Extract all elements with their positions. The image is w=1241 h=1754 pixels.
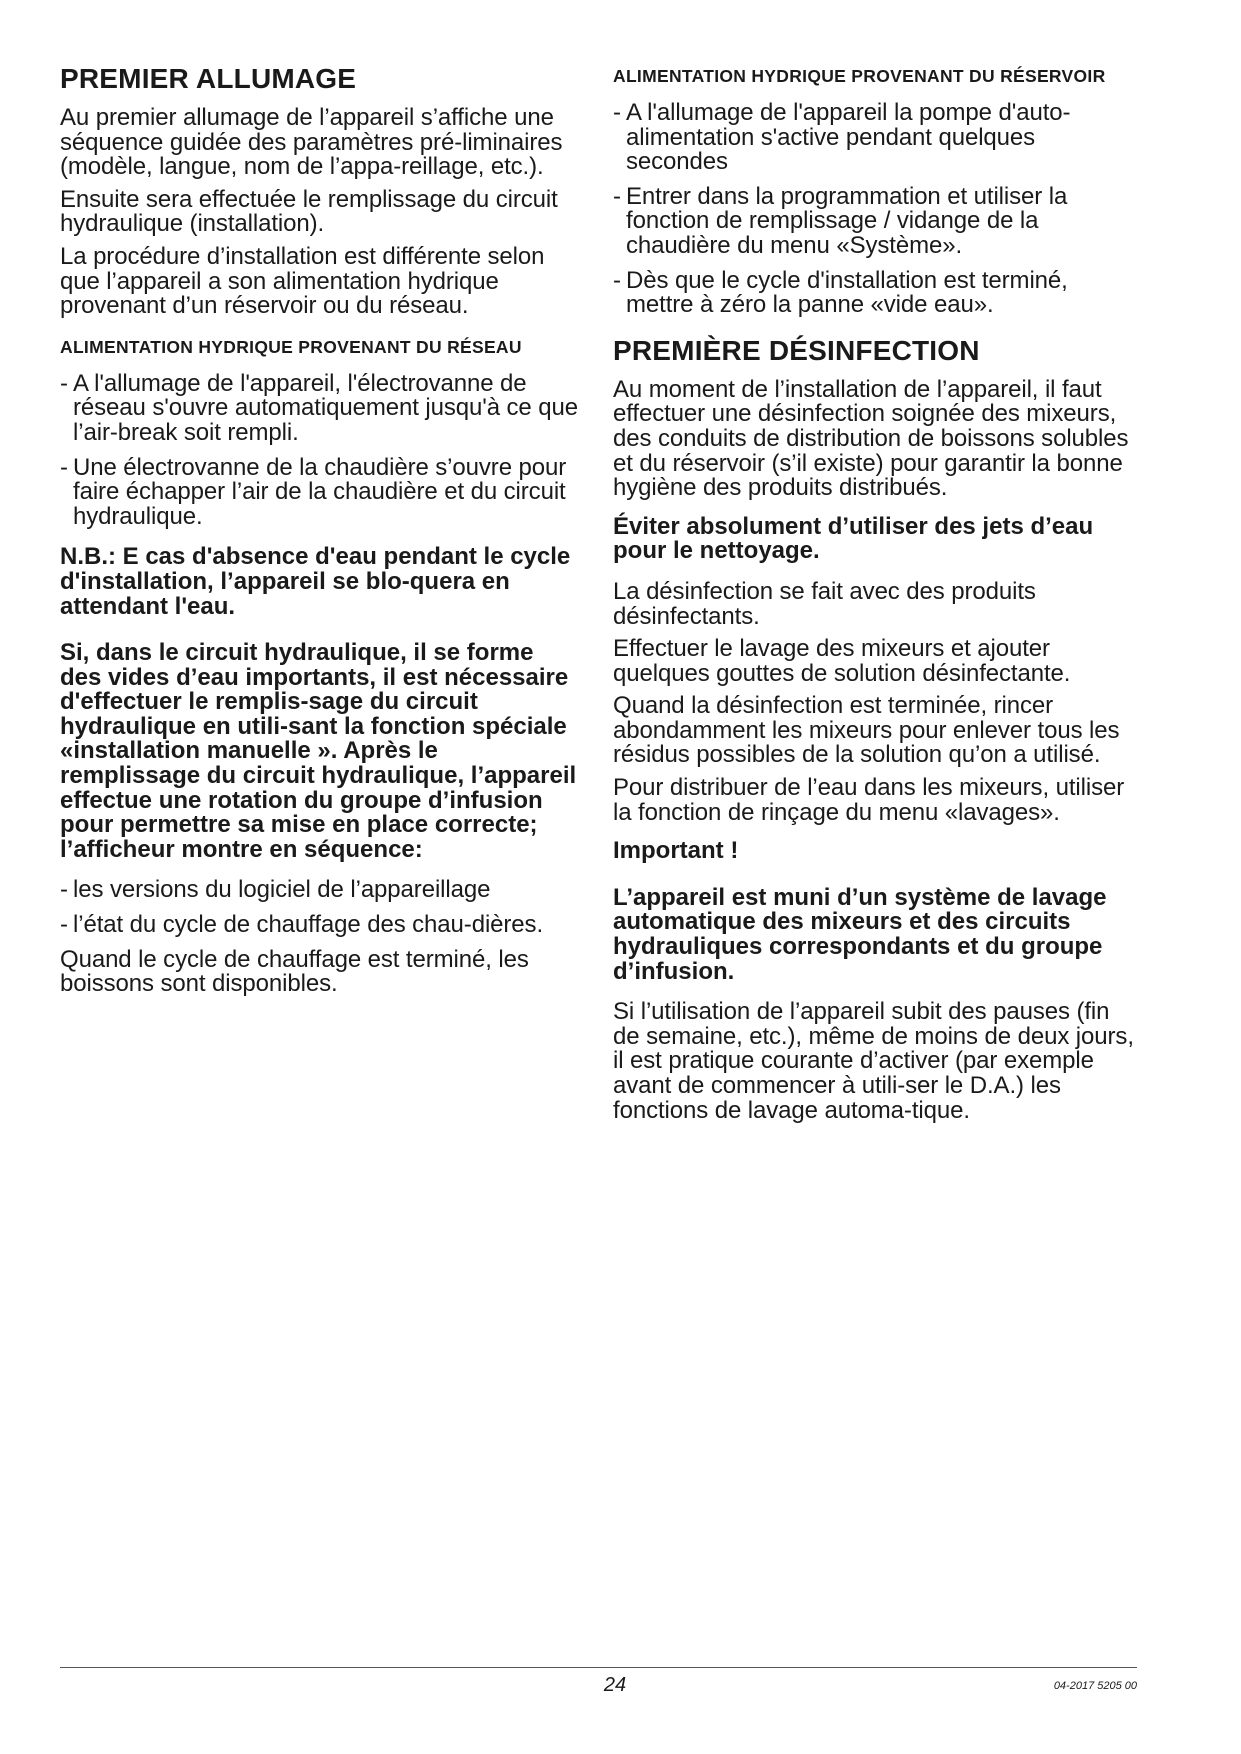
desinfection-paragraph-3: Quand la désinfection est terminée, rincer abondamment les mixeurs pour enlever tous les résidus possibles de la solution qu’on a utilisé. <box>613 692 1120 769</box>
closing-paragraph-left: Quand le cycle de chauffage est terminé, les boissons sont disponibles. <box>60 945 529 998</box>
important-label: Important ! <box>613 837 739 865</box>
list-item-reseau-1: - A l'allumage de l'appareil, l'électrovanne de réseau s'ouvre automatiquement jusqu'à ce que l’air-break soit rempli. <box>60 369 578 446</box>
list-item-text: Dès que le cycle d'installation est terminé, mettre à zéro la panne «vide eau». <box>626 266 1068 319</box>
nb-note: N.B.: E cas d'absence d'eau pendant le cycle d'installation, l’appareil se blo-quera en attendant l'eau. <box>60 543 571 620</box>
list-item-reservoir-1: - A l'allumage de l'appareil la pompe d'auto-alimentation s'active pendant quelques secondes <box>613 99 1071 176</box>
list-item-text: Entrer dans la programmation et utiliser la fonction de remplissage / vidange de la chaudière du menu «Système». <box>626 182 1068 259</box>
list-item-text: les versions du logiciel de l’appareillage <box>73 876 491 904</box>
intro-paragraph-2: Ensuite sera effectuée le remplissage du circuit hydraulique (installation). <box>60 185 558 238</box>
desinfection-paragraph-4: Pour distribuer de l’eau dans les mixeurs, utiliser la fonction de rinçage du menu «lavages». <box>613 774 1125 826</box>
intro-paragraph-3: La procédure d’installation est différente selon que l’appareil a son alimentation hydrique provenant d’un réservoir ou du réseau. <box>60 242 545 320</box>
section-title-premier-allumage: PREMIER ALLUMAGE <box>60 63 357 94</box>
bold-paragraph-vides-eau: Si, dans le circuit hydraulique, il se forme des vides d’eau importants, il est nécessaire d'effectuer le remplis-sage du circuit hydraulique en utili-sant la fonction spéciale «installation manuelle ». Après le remplissage du circuit hydraulique, l’appareil effectue une rotation du groupe d’infusion pour permettre sa mise en place correcte; l’afficheur montre en séquence: <box>60 639 577 863</box>
closing-paragraph-right: Si l’utilisation de l’appareil subit des pauses (fin de semaine, etc.), même de moins de deux jours, il est pratique courante d’activer (par exemple avant de commencer à utili-ser le D.A.) les fonctions de lavage automa-tique. <box>613 998 1134 1124</box>
list-item-text: A l'allumage de l'appareil la pompe d'auto-alimentation s'active pendant quelques secondes <box>626 99 1071 176</box>
warning-jets-eau: Éviter absolument d’utiliser des jets d’eau pour le nettoyage. <box>613 512 1094 565</box>
list-item-sequence-1: - les versions du logiciel de l’appareillage <box>60 876 491 904</box>
list-item-text: l’état du cycle de chauffage des chau-dières. <box>73 911 544 939</box>
list-item-text: A l'allumage de l'appareil, l'électrovanne de réseau s'ouvre automatiquement jusqu'à ce que l’air-break soit rempli. <box>73 369 578 446</box>
list-item-text: Une électrovanne de la chaudière s’ouvre pour faire échapper l’air de la chaudière et du circuit hydraulique. <box>73 453 567 530</box>
subheading-reservoir: ALIMENTATION HYDRIQUE PROVENANT DU RÉSERVOIR <box>613 66 1106 86</box>
important-bold-paragraph: L’appareil est muni d’un système de lavage automatique des mixeurs et des circuits hydrauliques correspondants et du groupe d’infusion. <box>613 883 1107 985</box>
right-column <box>613 62 1137 1131</box>
desinfection-paragraph-2: Effectuer le lavage des mixeurs et ajouter quelques gouttes de solution désinfectante. <box>613 635 1071 687</box>
page-number: 24 <box>603 1674 627 1696</box>
document-code: 04-2017 5205 00 <box>1053 1680 1137 1692</box>
section-title-premiere-desinfection: PREMIÈRE DÉSINFECTION <box>613 334 980 366</box>
desinfection-intro: Au moment de l’installation de l’appareil, il faut effectuer une désinfection soignée des mixeurs, des conduits de distribution de boissons solubles et du réservoir (s’il existe) pour garantir la bonne hygiène des produits distribués. <box>613 375 1129 502</box>
list-item-reservoir-2: - Entrer dans la programmation et utiliser la fonction de remplissage / vidange de la chaudière du menu «Système». <box>613 182 1068 259</box>
list-item-reseau-2: - Une électrovanne de la chaudière s’ouvre pour faire échapper l’air de la chaudière et du circuit hydraulique. <box>60 453 567 530</box>
left-column <box>60 62 578 1005</box>
subheading-reseau: ALIMENTATION HYDRIQUE PROVENANT DU RÉSEAU <box>60 336 522 357</box>
desinfection-paragraph-1: La désinfection se fait avec des produits désinfectants. <box>613 577 1036 630</box>
footer-divider <box>60 1667 1137 1668</box>
list-item-reservoir-3: - Dès que le cycle d'installation est terminé, mettre à zéro la panne «vide eau». <box>613 266 1068 319</box>
list-item-sequence-2: - l’état du cycle de chauffage des chau-dières. <box>60 911 544 939</box>
intro-paragraph-1: Au premier allumage de l’appareil s’affiche une séquence guidée des paramètres pré-liminaires (modèle, langue, nom de l’appa-reillage, etc.). <box>60 104 563 181</box>
